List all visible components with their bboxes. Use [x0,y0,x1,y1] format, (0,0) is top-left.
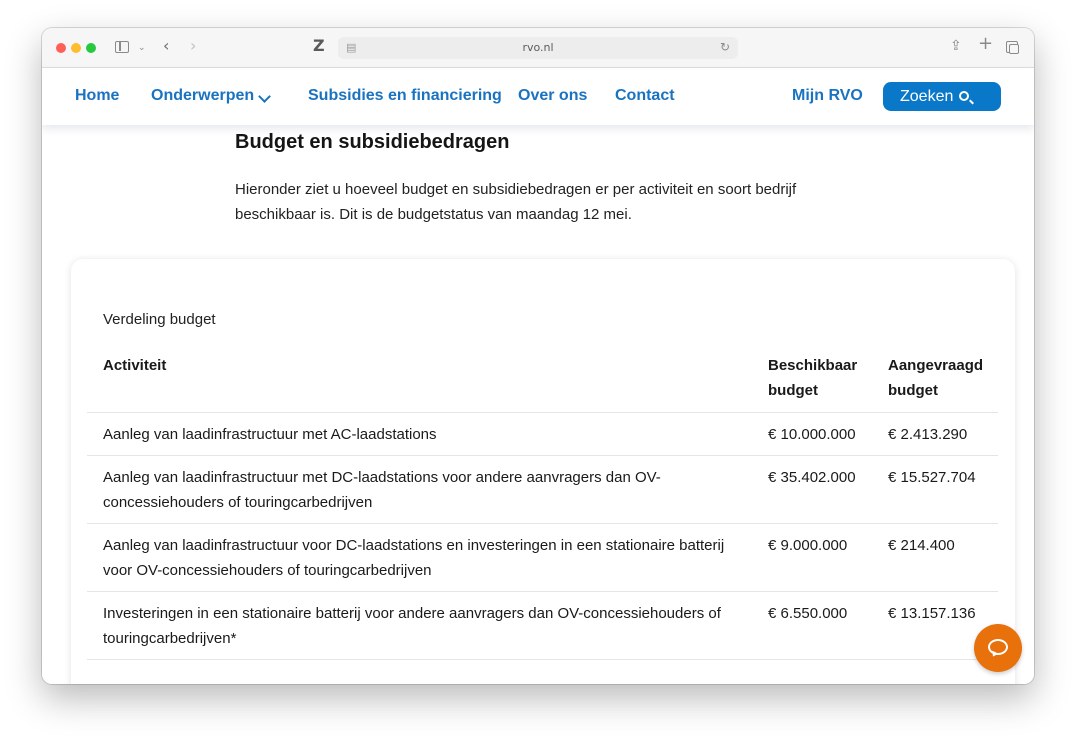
minimize-window-button[interactable] [71,43,81,53]
cell-activity: Investeringen in een stationaire batterij voor andere aanvragers dan OV-concessiehouders of touringcarbedrijven* [103,605,721,647]
zoom-window-button[interactable] [86,43,96,53]
search-button[interactable] [883,82,1001,111]
nav-mijn-rvo[interactable]: Mijn RVO [792,87,863,104]
table-row [87,413,998,456]
magnifier-icon [959,91,969,101]
cell-activity: Aanleg van laadinfrastructuur met DC-laadstations voor andere aanvragers dan OV-concessiehouders of touringcarbedrijven [103,469,661,511]
tab-favicon[interactable]: Z [313,36,325,55]
nav-home[interactable]: Home [75,87,120,104]
chat-bubble-icon [988,639,1008,655]
forward-button[interactable]: › [190,36,197,55]
chevron-down-icon[interactable]: ⌄ [138,43,146,53]
site-header [42,68,1034,125]
table-caption: Verdeling budget [103,311,216,328]
url-text[interactable]: rvo.nl [522,41,554,54]
header-requested: Aangevraagd budget [888,357,984,399]
table-row [87,524,998,592]
cell-activity: Aanleg van laadinfrastructuur voor DC-laadstations en investeringen in een stationaire batterij voor OV-concessiehouders of touringcarbedrijven [103,537,725,579]
reload-icon[interactable]: ↻ [719,40,730,54]
nav-onderwerpen[interactable]: Onderwerpen [151,87,255,104]
nav-contact[interactable]: Contact [615,87,675,104]
cell-available: € 9.000.000 [768,537,848,554]
header-activity: Activiteit [103,357,167,374]
cell-available: € 10.000.000 [768,426,856,443]
section-title: Budget en subsidiebedragen [235,131,510,153]
new-tab-icon[interactable]: + [978,33,994,54]
share-icon[interactable]: ⇪ [950,38,962,54]
cell-requested: € 13.157.136 [888,605,976,622]
cell-available: € 6.550.000 [768,605,848,622]
page-content [42,125,1034,684]
search-button-label: Zoeken [900,88,954,105]
cell-available: € 35.402.000 [768,469,856,486]
sidebar-toggle-icon[interactable] [115,41,129,53]
budget-table [87,353,998,660]
section-intro: Hieronder ziet u hoeveel budget en subsidiebedragen er per activiteit en soort bedrijf beschikbaar is. Dit is de budgetstatus van maandag 12 mei. [235,181,797,223]
cell-activity: Aanleg van laadinfrastructuur met AC-laadstations [103,426,437,443]
browser-window [42,28,1034,684]
chevron-down-icon[interactable] [258,90,271,103]
nav-over-ons[interactable]: Over ons [518,87,588,104]
back-button[interactable]: ‹ [163,36,170,55]
close-window-button[interactable] [56,43,66,53]
browser-toolbar [42,28,1034,68]
budget-card [71,259,1015,684]
cell-requested: € 214.400 [888,537,955,554]
chat-button[interactable] [974,624,1022,672]
table-header-row [87,353,998,413]
page-settings-icon[interactable]: ▤ [346,41,357,54]
table-row [87,592,998,660]
nav-subsidies[interactable]: Subsidies en financiering [308,87,502,104]
tab-overview-icon[interactable] [1006,41,1018,53]
address-bar[interactable] [338,37,738,59]
cell-requested: € 2.413.290 [888,426,968,443]
cell-requested: € 15.527.704 [888,469,976,486]
header-available: Beschikbaar budget [768,357,858,399]
table-row [87,456,998,524]
